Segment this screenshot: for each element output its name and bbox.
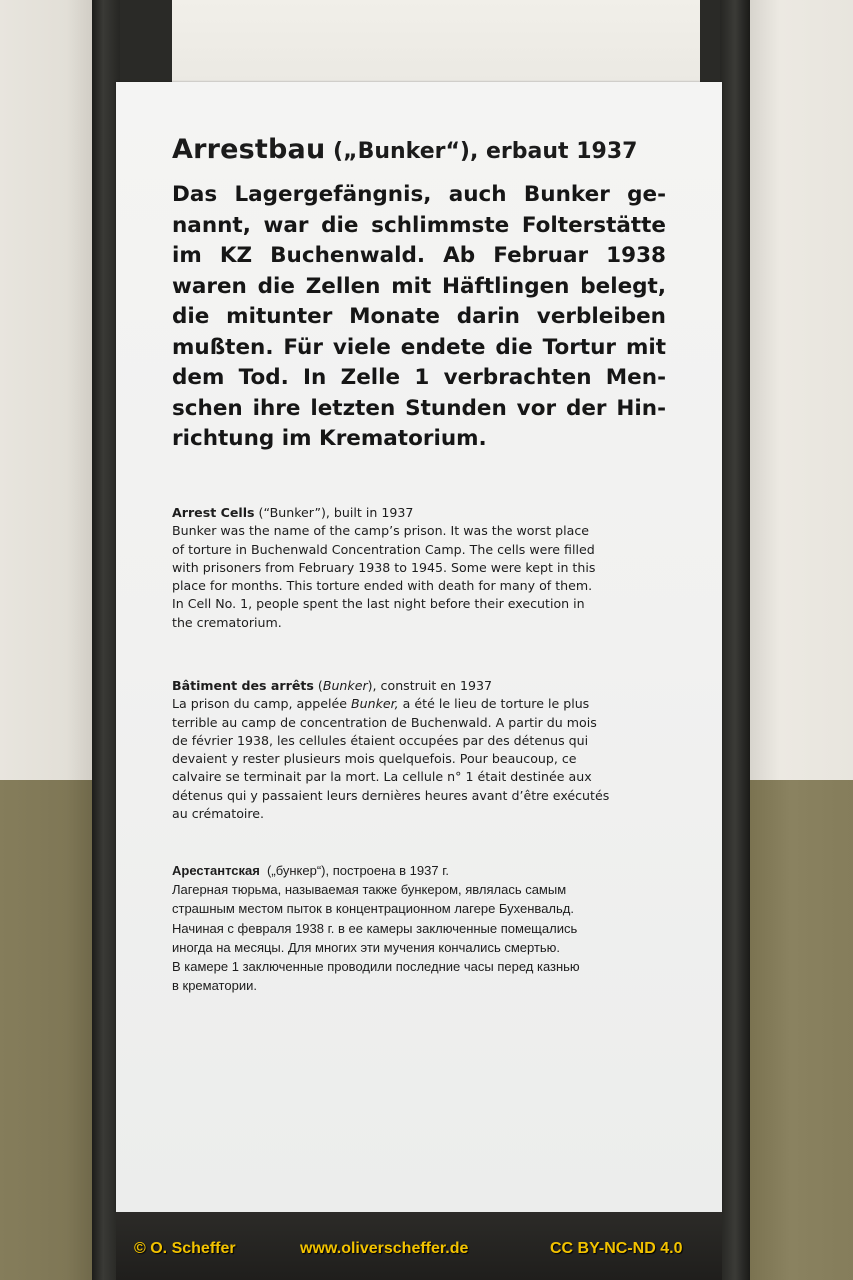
- line-text: a été le lieu de torture le plus: [398, 696, 590, 712]
- lead-line: Das Lagergefängnis, auch Bunker ge-: [172, 182, 666, 207]
- section-french: [172, 677, 668, 823]
- heading-rest: („бункер“), построена в 1937 г.: [259, 863, 449, 878]
- heading-italic: Bunker: [322, 678, 368, 693]
- credit-license: CC BY-NC-ND 4.0: [550, 1240, 683, 1257]
- body-line: au crématoire.: [172, 806, 265, 822]
- lead-line: richtung im Krematorium.: [172, 426, 487, 451]
- body-line: terrible au camp de concentration de Buchenwald. A partir du mois: [172, 714, 597, 730]
- body-line: Лагерная тюрьма, называемая также бункером, являлась самым: [172, 882, 567, 898]
- line-italic: Bunker,: [351, 696, 399, 712]
- body-line: détenus qui y passaient leurs dernières heures avant d’être exécutés: [172, 787, 610, 803]
- body-line: of torture in Buchenwald Concentration Camp. The cells were filled: [172, 541, 595, 557]
- body-line: [172, 695, 668, 713]
- sign-lead-german: [172, 180, 666, 455]
- frame-post-right: [720, 0, 750, 1280]
- body-line: de février 1938, les cellules étaient occupées par des détenus qui: [172, 732, 589, 748]
- wall-right-lower: [748, 780, 853, 1280]
- section-french-body: [172, 695, 668, 823]
- body-line: the crematorium.: [172, 614, 282, 630]
- section-russian-heading: [172, 861, 668, 880]
- credit-author: © O. Scheffer: [134, 1240, 236, 1257]
- lead-line: nannt, war die schlimmste Folterstätte: [172, 212, 666, 238]
- sign-title-main: Arrestbau: [172, 134, 326, 165]
- lead-line: die mitunter Monate darin verbleiben: [172, 304, 666, 329]
- section-english-body: [172, 522, 668, 632]
- section-english-heading: [172, 504, 668, 522]
- wall-right-upper: [748, 0, 853, 780]
- lead-line: mußten. Für viele endete die Tortur mit: [172, 334, 666, 360]
- body-line: Начиная с февраля 1938 г. в ее камеры заключенные помещались: [172, 920, 578, 936]
- lead-line: dem Tod. In Zelle 1 verbrachten Men-: [172, 365, 666, 390]
- wall-left-upper: [0, 0, 95, 780]
- section-russian-body: [172, 880, 668, 995]
- line-text: La prison du camp, appelée: [172, 696, 351, 712]
- body-line: devaient y rester plusieurs mois quelquefois. Pour beaucoup, ce: [172, 751, 577, 767]
- section-russian: [172, 861, 668, 995]
- heading-rest: ), construit en 1937: [367, 678, 493, 693]
- section-english: [172, 504, 668, 632]
- heading-bold: Арестантская: [172, 863, 260, 878]
- credit-website: www.oliverscheffer.de: [300, 1240, 469, 1257]
- sign-title: [172, 128, 692, 166]
- body-line: calvaire se terminait par la mort. La cellule n° 1 était destinée aux: [172, 769, 592, 785]
- body-line: place for months. This torture ended with death for many of them.: [172, 578, 593, 594]
- section-french-heading: Bâtiment des arrêts (Bunker), construit en 1937: [172, 678, 493, 693]
- heading-rest: (“Bunker”), built in 1937: [254, 505, 414, 520]
- lead-line: schen ihre letzten Stunden vor der Hin-: [172, 395, 666, 421]
- heading-bold: Bâtiment des arrêts: [172, 678, 314, 693]
- body-line: В камере 1 заключенные проводили последние часы перед казнью: [172, 959, 580, 975]
- sign-title-subtitle: („Bunker“), erbaut 1937: [325, 139, 638, 164]
- lead-line: im KZ Buchenwald. Ab Februar 1938: [172, 243, 666, 268]
- body-line: страшным местом пыток в концентрационном лагере Бухенвальд.: [172, 901, 574, 917]
- body-line: with prisoners from February 1938 to 1945. Some were kept in this: [172, 559, 596, 575]
- body-line: в крематории.: [172, 978, 257, 994]
- frame-top-wall: [92, 0, 750, 82]
- heading-bold: Arrest Cells: [172, 505, 255, 520]
- body-line: Bunker was the name of the camp’s prison. It was the worst place: [172, 523, 590, 539]
- lead-line: waren die Zellen mit Häftlingen belegt,: [172, 273, 666, 299]
- body-line: In Cell No. 1, people spent the last night before their execution in: [172, 596, 585, 612]
- wall-left-lower: [0, 780, 95, 1280]
- body-line: иногда на месяцы. Для многих эти мучения кончались смертью.: [172, 939, 561, 955]
